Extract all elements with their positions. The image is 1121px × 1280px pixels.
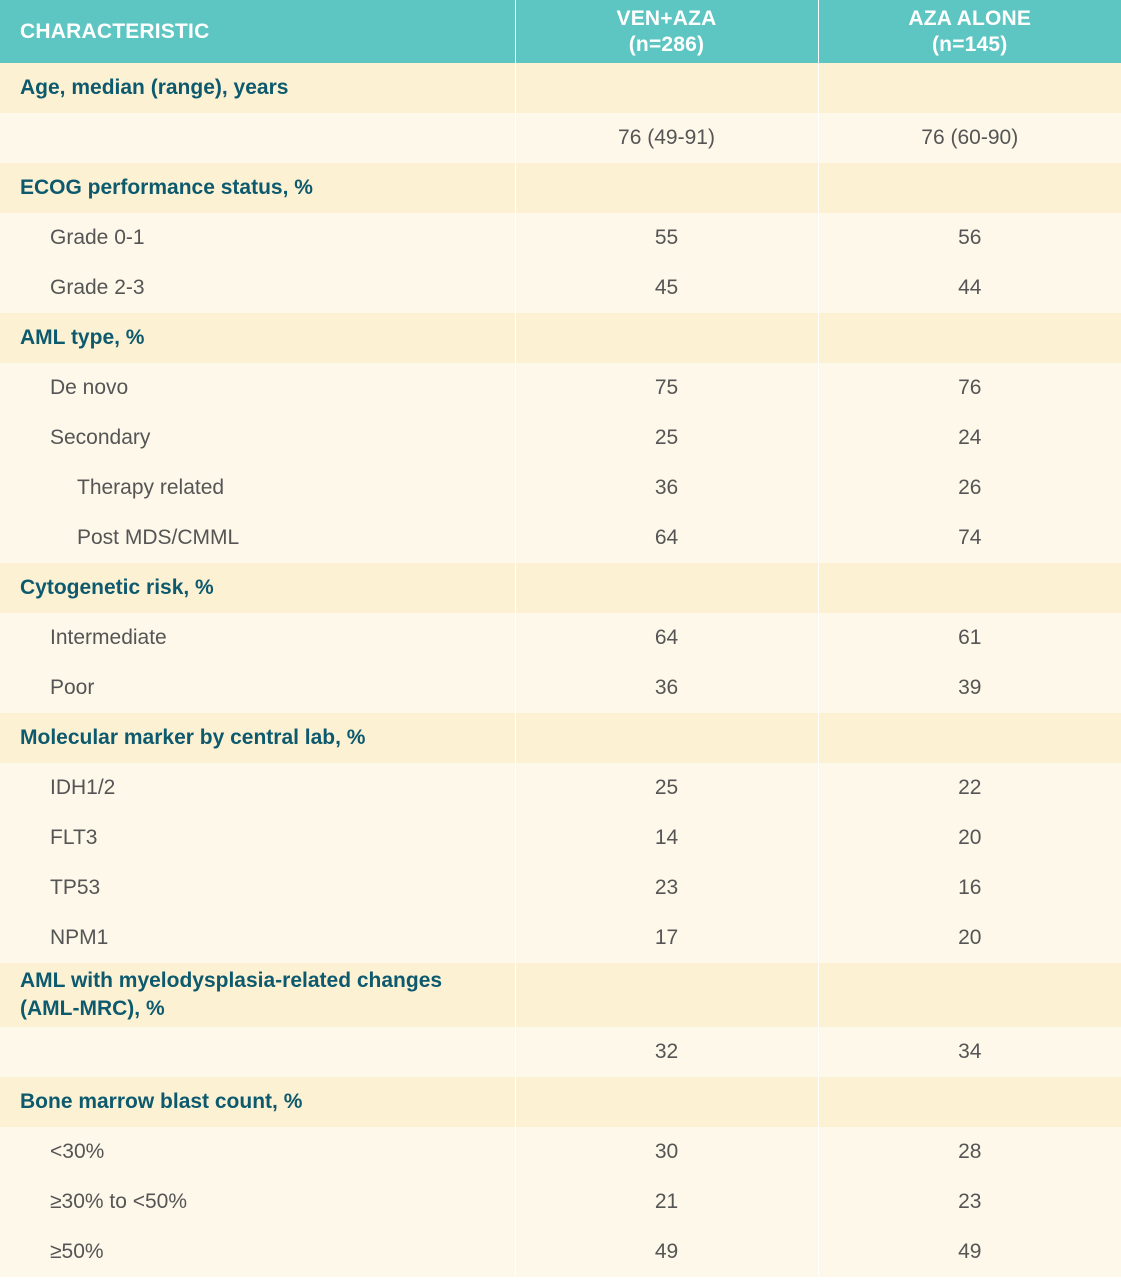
table-row bbox=[0, 363, 1121, 413]
ven-aza-value: 55 bbox=[515, 213, 818, 263]
header-characteristic: CHARACTERISTIC bbox=[0, 0, 515, 63]
header-aza-alone bbox=[818, 0, 1121, 63]
ven-aza-value: 75 bbox=[515, 363, 818, 413]
table-row bbox=[0, 1227, 1121, 1277]
section-label: ECOG performance status, % bbox=[0, 163, 515, 213]
table-row bbox=[0, 1127, 1121, 1177]
row-label: Therapy related bbox=[0, 463, 515, 513]
aza-alone-value: 26 bbox=[818, 463, 1121, 513]
table-row bbox=[0, 1027, 1121, 1077]
row-label: Intermediate bbox=[0, 613, 515, 663]
aza-alone-value: 20 bbox=[818, 813, 1121, 863]
row-label: <30% bbox=[0, 1127, 515, 1177]
aza-alone-value: 56 bbox=[818, 213, 1121, 263]
row-label: Secondary bbox=[0, 413, 515, 463]
section-label-line1: AML with myelodysplasia-related changes bbox=[20, 969, 443, 992]
row-label: Grade 2-3 bbox=[0, 263, 515, 313]
header-ven-aza-name: VEN+AZA bbox=[616, 6, 717, 30]
aza-alone-value: 74 bbox=[818, 513, 1121, 563]
row-label bbox=[0, 1027, 515, 1077]
section-row-aml-mrc bbox=[0, 963, 1121, 1027]
row-label: TP53 bbox=[0, 863, 515, 913]
ven-aza-value: 64 bbox=[515, 613, 818, 663]
ven-aza-value: 25 bbox=[515, 763, 818, 813]
ven-aza-value: 36 bbox=[515, 663, 818, 713]
table-row bbox=[0, 763, 1121, 813]
header-aza-alone-name: AZA ALONE bbox=[908, 6, 1032, 30]
aza-alone-value: 61 bbox=[818, 613, 1121, 663]
aza-alone-value: 22 bbox=[818, 763, 1121, 813]
ven-aza-value: 45 bbox=[515, 263, 818, 313]
table-row bbox=[0, 213, 1121, 263]
ven-aza-value: 64 bbox=[515, 513, 818, 563]
table-row bbox=[0, 813, 1121, 863]
aza-alone-value: 20 bbox=[818, 913, 1121, 963]
section-label: Cytogenetic risk, % bbox=[0, 563, 515, 613]
aza-alone-value: 44 bbox=[818, 263, 1121, 313]
ven-aza-value: 23 bbox=[515, 863, 818, 913]
section-row-age bbox=[0, 63, 1121, 113]
row-label bbox=[0, 113, 515, 163]
table-row bbox=[0, 613, 1121, 663]
row-label: ≥50% bbox=[0, 1227, 515, 1277]
ven-aza-value: 17 bbox=[515, 913, 818, 963]
section-row-cytogenetic-risk bbox=[0, 563, 1121, 613]
row-label: Grade 0-1 bbox=[0, 213, 515, 263]
row-label: ≥30% to <50% bbox=[0, 1177, 515, 1227]
row-label: NPM1 bbox=[0, 913, 515, 963]
aza-alone-value: 24 bbox=[818, 413, 1121, 463]
table-row bbox=[0, 413, 1121, 463]
aza-alone-value: 16 bbox=[818, 863, 1121, 913]
table-header-row bbox=[0, 0, 1121, 63]
ven-aza-value: 14 bbox=[515, 813, 818, 863]
aza-alone-value: 23 bbox=[818, 1177, 1121, 1227]
table-row bbox=[0, 463, 1121, 513]
section-row-aml-type bbox=[0, 313, 1121, 363]
header-aza-alone-n: (n=145) bbox=[931, 32, 1008, 56]
aza-alone-value: 76 (60-90) bbox=[818, 113, 1121, 163]
table-row bbox=[0, 113, 1121, 163]
aza-alone-value: 34 bbox=[818, 1027, 1121, 1077]
row-label: IDH1/2 bbox=[0, 763, 515, 813]
table-row bbox=[0, 913, 1121, 963]
ven-aza-value: 49 bbox=[515, 1227, 818, 1277]
section-label: Molecular marker by central lab, % bbox=[0, 713, 515, 763]
table-row bbox=[0, 513, 1121, 563]
row-label: Poor bbox=[0, 663, 515, 713]
row-label: De novo bbox=[0, 363, 515, 413]
row-label: FLT3 bbox=[0, 813, 515, 863]
section-row-blast-count bbox=[0, 1077, 1121, 1127]
aza-alone-value: 76 bbox=[818, 363, 1121, 413]
section-label: Bone marrow blast count, % bbox=[0, 1077, 515, 1127]
section-label: AML type, % bbox=[0, 313, 515, 363]
ven-aza-value: 32 bbox=[515, 1027, 818, 1077]
row-label: Post MDS/CMML bbox=[0, 513, 515, 563]
ven-aza-value: 76 (49-91) bbox=[515, 113, 818, 163]
aza-alone-value: 28 bbox=[818, 1127, 1121, 1177]
ven-aza-value: 30 bbox=[515, 1127, 818, 1177]
section-label bbox=[0, 963, 515, 1027]
ven-aza-value: 21 bbox=[515, 1177, 818, 1227]
section-row-molecular-marker bbox=[0, 713, 1121, 763]
ven-aza-value: 25 bbox=[515, 413, 818, 463]
table-row bbox=[0, 1177, 1121, 1227]
section-label: Age, median (range), years bbox=[0, 63, 515, 113]
section-label-line2: (AML-MRC), % bbox=[20, 997, 165, 1020]
header-ven-aza bbox=[515, 0, 818, 63]
header-ven-aza-n: (n=286) bbox=[628, 32, 705, 56]
table-row bbox=[0, 863, 1121, 913]
table-row bbox=[0, 263, 1121, 313]
ven-aza-value: 36 bbox=[515, 463, 818, 513]
aza-alone-value: 39 bbox=[818, 663, 1121, 713]
aza-alone-value: 49 bbox=[818, 1227, 1121, 1277]
table-row bbox=[0, 663, 1121, 713]
section-row-ecog bbox=[0, 163, 1121, 213]
